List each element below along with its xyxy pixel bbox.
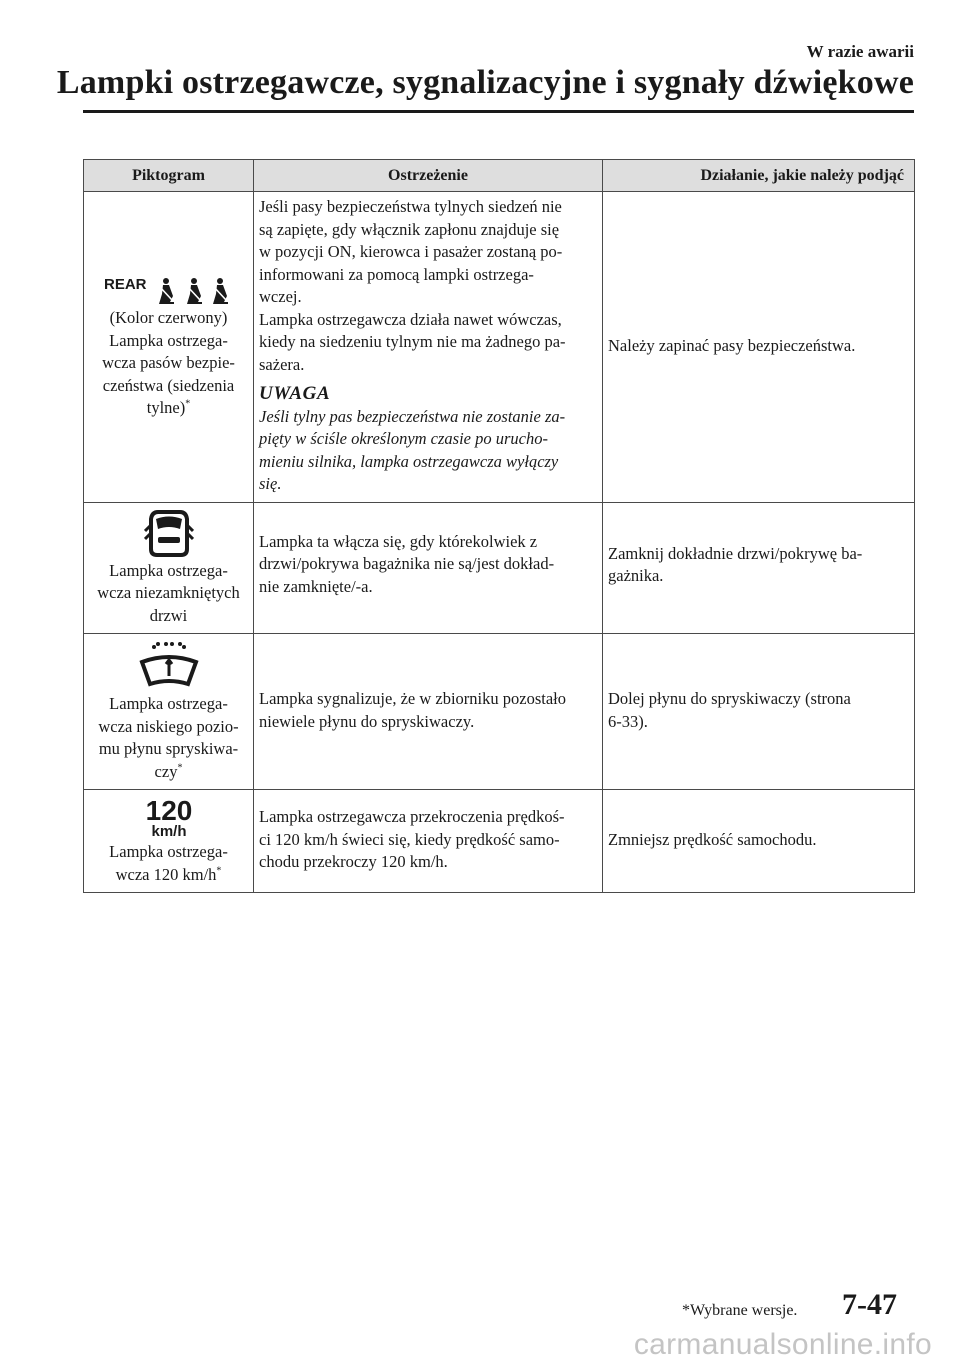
action-cell — [603, 634, 915, 790]
note-heading: UWAGA — [259, 383, 331, 404]
warning-cell — [254, 634, 603, 790]
action-line: Zamknij dokładnie drzwi/pokrywę ba- — [608, 543, 863, 563]
watermark: carmanualsonline.info — [633, 1328, 932, 1361]
table-row — [84, 192, 915, 503]
pictogram-cell — [84, 790, 254, 893]
pictogram-label: Lampka ostrzega- — [109, 842, 228, 861]
section-title: W razie awarii — [806, 42, 914, 61]
warning-line: Lampka ostrzegawcza przekroczenia prędkoś- — [259, 807, 565, 827]
action-line: Zmniejsz prędkość samochodu. — [608, 829, 817, 849]
rear-icon-text: REAR — [103, 276, 147, 293]
warning-cell — [254, 790, 603, 893]
footnote-mark: * — [216, 865, 222, 876]
warning-line: chodu przekroczy 120 km/h. — [259, 852, 448, 872]
pictogram-label: tylne) — [146, 398, 186, 417]
pictogram-label: Lampka ostrzega- — [109, 560, 228, 580]
pictogram-label: wcza pasów bezpie- — [102, 353, 235, 372]
door-ajar-warning-icon — [86, 509, 251, 557]
column-header-warning: Ostrzeżenie — [254, 160, 603, 192]
pictogram-cell — [84, 502, 254, 634]
washer-fluid-level-icon — [86, 640, 251, 690]
pictogram-label: Lampka ostrzega- — [109, 330, 228, 350]
note-line: pięty w ściśle określonym czasie po urucho- — [259, 429, 548, 448]
note-line: mieniu silnika, lampka ostrzegawcza wyłączy — [259, 451, 559, 471]
pictogram-label: wcza niskiego pozio- — [98, 716, 239, 736]
warning-line: Lampka sygnalizuje, że w zbiorniku pozostało — [259, 689, 566, 708]
pictogram-label: czeństwa (siedzenia — [102, 375, 235, 395]
table-header-row — [84, 160, 915, 192]
note-line: Jeśli tylny pas bezpieczeństwa nie zostanie za- — [259, 406, 566, 426]
pictogram-label: mu płynu spryskiwa- — [98, 739, 239, 758]
note-line: się. — [259, 474, 282, 493]
footnote: *Wybrane wersje. — [682, 1302, 798, 1319]
rear-seatbelt-warning-icon — [86, 274, 251, 304]
warning-line: Jeśli pasy bezpieczeństwa tylnych siedzeń nie — [259, 197, 562, 216]
action-cell — [603, 192, 915, 503]
warning-line: informowani za pomocą lampki ostrzega- — [259, 264, 534, 284]
warning-line: są zapięte, gdy włącznik zapłonu znajduje się — [259, 219, 560, 239]
table-row — [84, 790, 915, 893]
table-row — [84, 502, 915, 634]
warning-line: niewiele płynu do spryskiwaczy. — [259, 711, 475, 731]
action-cell — [603, 790, 915, 893]
warning-line: drzwi/pokrywa bagażnika nie są/jest dokład- — [259, 554, 555, 573]
page-number: 7-47 — [842, 1288, 897, 1321]
pictogram-label: czy — [154, 761, 178, 781]
speed-120-warning-icon — [86, 796, 251, 838]
action-line: Dolej płynu do spryskiwaczy (strona — [608, 689, 851, 708]
warning-cell — [254, 502, 603, 634]
warning-line: nie zamknięte/-a. — [259, 576, 373, 596]
pictogram-cell — [84, 634, 254, 790]
warning-line: Lampka ostrzegawcza działa nawet wówczas, — [259, 309, 562, 329]
column-header-action: Działanie, jakie należy podjąć — [603, 160, 915, 192]
warning-lamps-table — [83, 159, 915, 893]
footnote-mark: * — [185, 398, 191, 410]
warning-line: sażera. — [259, 354, 305, 374]
pictogram-label: wcza 120 km/h — [115, 864, 217, 884]
action-line: Należy zapinać pasy bezpieczeństwa. — [608, 335, 856, 355]
warning-line: kiedy na siedzeniu tylnym nie ma żadnego pa- — [259, 332, 566, 351]
speed-icon-unit: km/h — [150, 823, 187, 838]
warning-line: w pozycji ON, kierowca i pasażer zostaną po- — [259, 242, 563, 261]
warning-line: ci 120 km/h świeci się, kiedy prędkość samo- — [259, 829, 560, 849]
pictogram-label: drzwi — [149, 605, 188, 625]
pictogram-label: Lampka ostrzega- — [109, 694, 228, 713]
speed-icon-number: 120 — [145, 796, 192, 826]
pictogram-label: (Kolor czerwony) — [109, 308, 228, 327]
column-header-pictogram: Piktogram — [84, 160, 254, 192]
action-line: 6-33). — [608, 711, 648, 731]
action-cell — [603, 502, 915, 634]
page-title: Lampki ostrzegawcze, sygnalizacyjne i sygnały dźwiękowe — [56, 64, 914, 101]
warning-line: Lampka ta włącza się, gdy którekolwiek z — [259, 531, 538, 551]
pictogram-label: wcza niezamkniętych — [97, 583, 240, 602]
pictogram-cell — [84, 192, 254, 503]
table-row — [84, 634, 915, 790]
warning-cell — [254, 192, 603, 503]
header-divider — [83, 110, 914, 113]
warning-line: wczej. — [259, 287, 302, 306]
action-line: gażnika. — [608, 566, 664, 585]
footnote-mark: * — [177, 762, 183, 773]
